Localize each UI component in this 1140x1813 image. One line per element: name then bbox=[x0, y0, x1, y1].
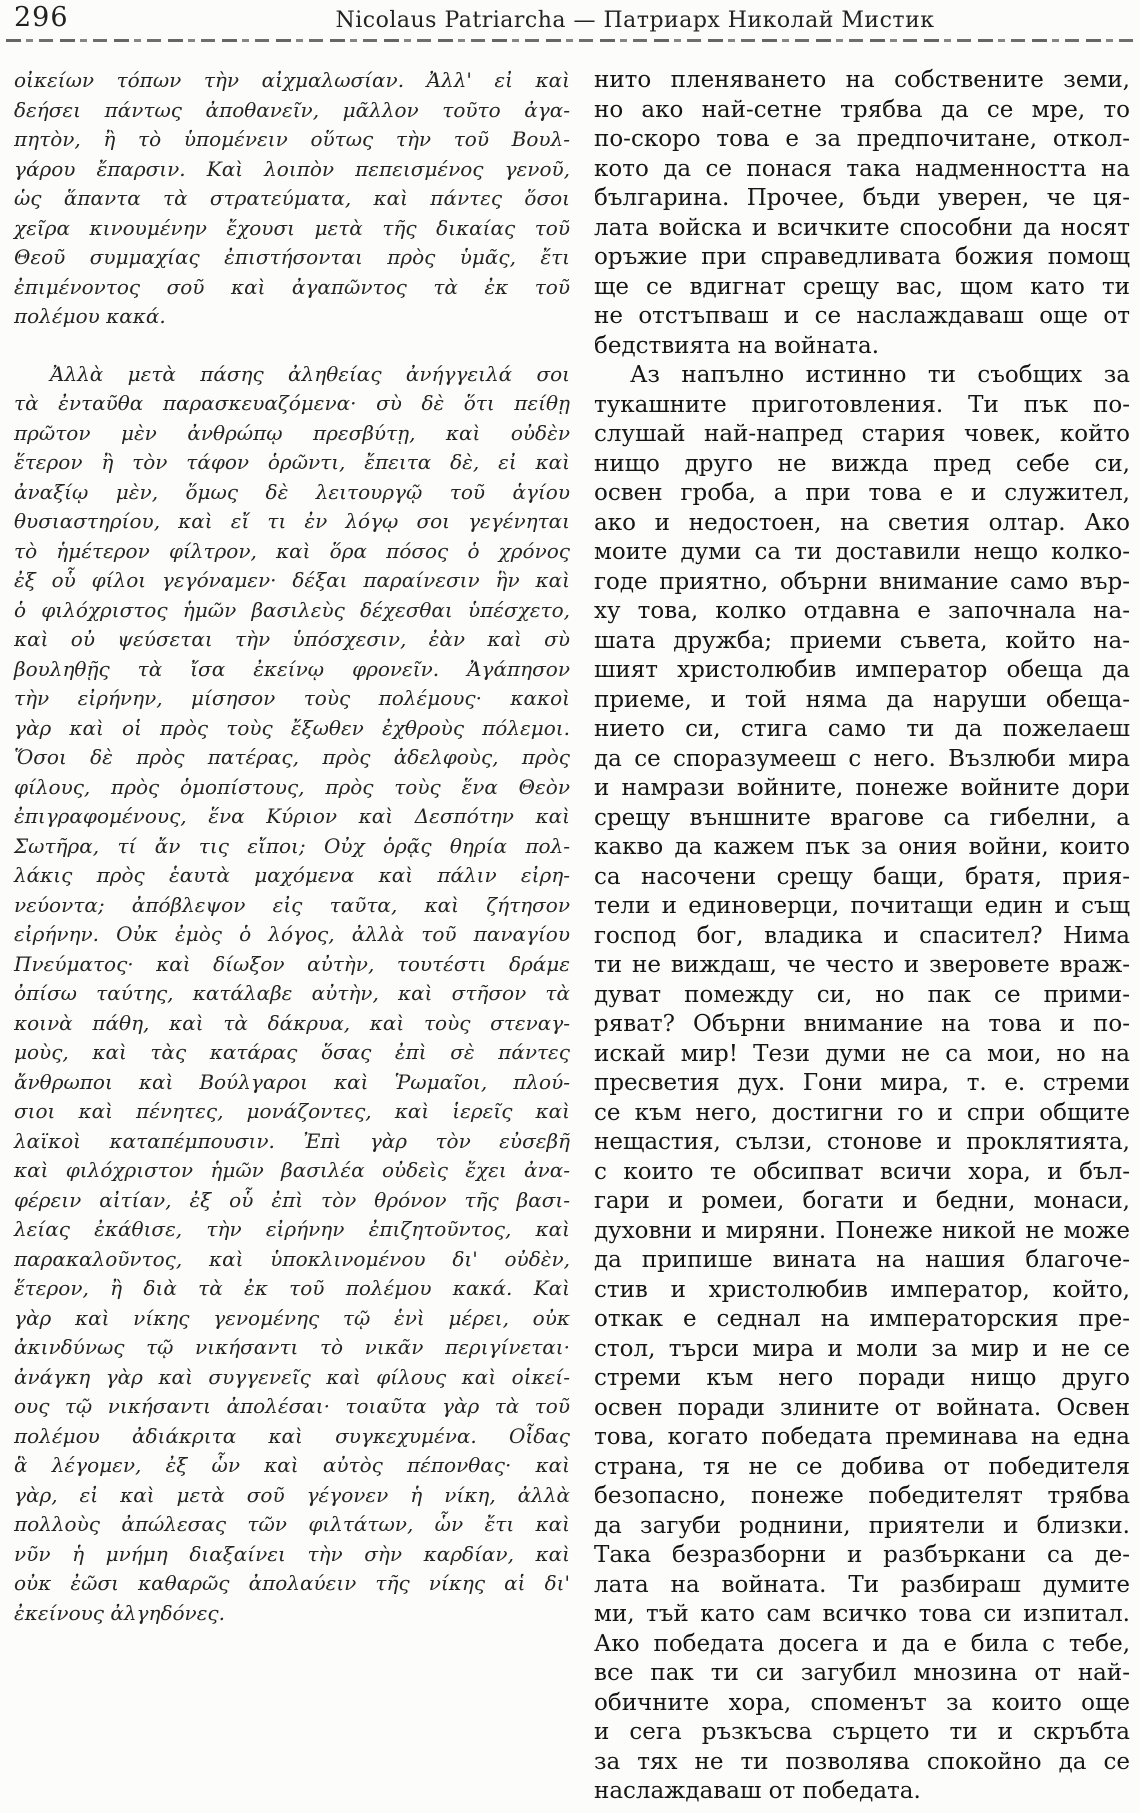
text-line: νῦν ἡ μνήμη διαξαίνει τὴν σὴν καρδίαν, καὶ bbox=[14, 1541, 570, 1566]
text-line: εἰρήνην. Οὐκ ἐμὸς ὁ λόγος, ἀλλὰ τοῦ παναγίου bbox=[14, 922, 570, 946]
text-line: ще се вдигнат срещу вас, щом като ти bbox=[594, 273, 1130, 300]
text-line: нищо друго не вижда пред себе си, bbox=[594, 450, 1130, 477]
text-line: дуват помежду си, но пак се прими- bbox=[594, 981, 1130, 1008]
text-line: πολέμου ἀδιάκριτα καὶ συγκεχυμένα. Οἶδας bbox=[14, 1423, 570, 1448]
text-line: страна, тя не се добива от победителя bbox=[594, 1453, 1130, 1480]
paragraph bbox=[14, 360, 570, 1629]
text-line: гари и ромеи, богати и бедни, монаси, bbox=[594, 1188, 1130, 1214]
text-line: ху това, колко отдавна е започнала на- bbox=[594, 598, 1130, 624]
text-line: χεῖρα κινουμένην ἔχουσι μετὰ τῆς δικαίας τοῦ bbox=[14, 215, 570, 240]
text-line: да загуби роднини, приятели и близки. bbox=[594, 1512, 1130, 1539]
text-line: българина. Прочее, бъди уверен, че ця- bbox=[594, 185, 1130, 211]
text-line: ἐπιμένοντος σοῦ καὶ ἀγαπῶντος τὰ ἐκ τοῦ bbox=[14, 274, 570, 299]
text-line: лата на войната. Ти разбираш думите bbox=[594, 1571, 1130, 1598]
text-line: πητὸν, ἢ τὸ ὑπομένειν οὕτως τὴν τοῦ Βουλ- bbox=[14, 127, 570, 151]
text-line: безопасно, понеже победителят трябва bbox=[594, 1483, 1130, 1509]
page-number: 296 bbox=[14, 2, 69, 33]
header-rule-divider bbox=[6, 39, 1134, 42]
text-line: по-скоро това е за предпочитане, откол- bbox=[594, 126, 1130, 152]
text-line: ὀπίσω ταύτης, κατάλαβε αὐτὴν, καὶ στῆσον τὰ bbox=[14, 981, 570, 1005]
text-line: πρῶτον μὲν ἀνθρώπῳ πρεσβύτῃ, καὶ οὐδὲν bbox=[14, 420, 570, 445]
text-line: ἕτερον ἢ τὸν τάφον ὁρῶντι, ἔπειτα δὲ, εἰ καὶ bbox=[14, 450, 570, 474]
bulgarian-column bbox=[594, 66, 1130, 1807]
text-line: σιοι καὶ πένητες, μονάζοντες, καὶ ἱερεῖς καὶ bbox=[14, 1099, 570, 1123]
text-line: ἐκείνους ἀλγηδόνες. bbox=[14, 1600, 225, 1625]
text-line: срещу външните врагове са гибелни, а bbox=[594, 804, 1130, 831]
text-line: да се споразумееш с него. Възлюби мира bbox=[594, 745, 1130, 772]
text-line: φέρειν αἰτίαν, ἐξ οὗ ἐπὶ τὸν θρόνον τῆς βασι- bbox=[14, 1187, 570, 1212]
text-line: πολλοὺς ἀπώλεσας τῶν φιλτάτων, ὧν ἔτι καὶ bbox=[14, 1512, 570, 1536]
text-line: Ὅσοι δὲ πρὸς πατέρας, πρὸς ἀδελφοὺς, πρὸς bbox=[14, 745, 570, 769]
text-line: φίλους, πρὸς ὁμοπίστους, πρὸς τοὺς ἕνα Θεὸν bbox=[14, 774, 570, 799]
two-column-text bbox=[14, 66, 1130, 1807]
text-line: ряват? Обърни внимание на това и по- bbox=[594, 1011, 1130, 1037]
text-line: искай мир! Тези думи не са мои, но на bbox=[594, 1040, 1130, 1067]
text-line: са насочени срещу бащи, братя, прия- bbox=[594, 863, 1130, 890]
text-line: γὰρ, εἰ καὶ μετὰ σοῦ γέγονεν ἡ νίκη, ἀλλὰ bbox=[14, 1482, 570, 1507]
header-title: Nicolaus Patriarcha — Патриарх Николай Мистик bbox=[335, 8, 935, 33]
text-line: ἀνάγκη γὰρ καὶ συγγενεῖς καὶ φίλους καὶ οἰκεί- bbox=[14, 1364, 570, 1389]
text-line: бедствията на войната. bbox=[594, 332, 880, 359]
text-line: тукашните приготовления. Ти пък по- bbox=[594, 391, 1130, 418]
text-line: приеме, и той няма да наруши обеща- bbox=[594, 686, 1130, 713]
text-line: Ако победата досега и да е била с тебе, bbox=[594, 1630, 1130, 1657]
text-line: κοινὰ πάθη, καὶ τὰ δάκρυα, καὶ τοὺς στεναγ- bbox=[14, 1010, 570, 1035]
text-line: се към него, достигни го и спри общите bbox=[594, 1099, 1130, 1126]
text-line: βουληθῇς τὰ ἴσα ἐκείνῳ φρονεῖν. Ἀγάπησον bbox=[14, 656, 570, 681]
text-line: μοὺς, καὶ τὰς κατάρας ὅσας ἐπὶ σὲ πάντες bbox=[14, 1040, 570, 1064]
text-line: все пак ти си загубил мнозина от най- bbox=[594, 1660, 1130, 1686]
text-line: ὡς ἅπαντα τὰ στρατεύματα, καὶ πάντες ὅσοι bbox=[14, 186, 570, 210]
text-line: ако и недостоен, на светия олтар. Ако bbox=[594, 509, 1130, 536]
text-line: стреми към него поради нищо друго bbox=[594, 1365, 1130, 1391]
text-line: Така безразборни и разбъркани са де- bbox=[594, 1542, 1130, 1568]
text-line: Ἀλλὰ μετὰ πάσης ἀληθείας ἀνήγγειλά σοι bbox=[50, 361, 570, 386]
text-line: γὰρ καὶ οἱ πρὸς τοὺς ἔξωθεν ἐχθροὺς πόλεμοι. bbox=[14, 715, 570, 740]
text-line: шата дружба; приеми съвета, който на- bbox=[594, 627, 1130, 654]
text-line: Πνεύματος· καὶ δίωξον αὐτὴν, τουτέστι δράμε bbox=[14, 951, 570, 976]
text-line: освен гроба, а при това е и служител, bbox=[594, 480, 1130, 506]
text-line: πολέμου κακά. bbox=[14, 304, 166, 328]
text-line: и намрази войните, понеже войните дори bbox=[594, 775, 1130, 801]
text-line: τὸ ἡμέτερον φίλτρον, καὶ ὅρα πόσος ὁ χρόνος bbox=[14, 538, 570, 563]
paragraph bbox=[14, 66, 570, 332]
text-line: οὐκ ἐῶσι καθαρῶς ἀπολαύειν τῆς νίκης αἱ δι' bbox=[14, 1571, 570, 1595]
text-line: δεήσει πάντως ἀποθανεῖν, μᾶλλον τοῦτο ἀγα- bbox=[14, 97, 570, 122]
text-line: Θεοῦ συμμαχίας ἐπιστήσονται πρὸς ὑμᾶς, ἔτι bbox=[14, 245, 570, 269]
text-line: оръжие при справедливата божия помощ bbox=[594, 244, 1130, 270]
text-line: откак е седнал на императорския пре- bbox=[594, 1306, 1130, 1332]
text-line: ἃ λέγομεν, ἐξ ὧν καὶ αὐτὸς πέπονθας· καὶ bbox=[14, 1453, 570, 1477]
text-line: обичните хора, споменът за които още bbox=[594, 1689, 1130, 1716]
paragraph bbox=[594, 66, 1130, 361]
text-line: с които те обсипват всичи хора, и бъл- bbox=[594, 1158, 1130, 1185]
text-line: не отстъпваш и се наслаждаваш още от bbox=[594, 303, 1130, 329]
text-line: какво да кажем пък за ония войни, които bbox=[594, 834, 1130, 860]
text-line: ἐξ οὗ φίλοι γεγόναμεν· δέξαι παραίνεσιν ἣν καὶ bbox=[14, 568, 570, 592]
text-line: духовни и миряни. Понеже никой не може bbox=[594, 1217, 1130, 1244]
text-line: освен поради злините от войната. Освен bbox=[594, 1394, 1130, 1421]
text-line: Аз напълно истинно ти съобщих за bbox=[630, 362, 1130, 388]
text-line: това, когато победата преминава на една bbox=[594, 1424, 1130, 1450]
text-line: господ бог, владика и спасител? Нима bbox=[594, 922, 1130, 949]
text-line: ἀναξίῳ μὲν, ὅμως δὲ λειτουργῷ τοῦ ἁγίου bbox=[14, 479, 570, 504]
text-line: но ако най-сетне трябва да се мре, то bbox=[594, 96, 1130, 123]
text-line: шият христолюбив император обеща да bbox=[594, 657, 1130, 683]
text-line: кото да се понася така надменността на bbox=[594, 155, 1130, 182]
text-line: γάρου ἔπαρσιν. Καὶ λοιπὸν πεπεισμένος γενοῦ, bbox=[14, 156, 570, 181]
text-line: нито пленяването на собствените земи, bbox=[594, 67, 1130, 93]
text-line: ми, тъй като сам всичко това си изпитал. bbox=[594, 1601, 1130, 1627]
text-line: ὁ φιλόχριστος ἡμῶν βασιλεὺς δέχεσθαι ὑπέσχετο, bbox=[14, 597, 570, 622]
text-line: λάκις πρὸς ἑαυτὰ μαχόμενα καὶ πάλιν εἰρη- bbox=[14, 863, 570, 887]
text-line: ἕτερον, ἢ διὰ τὰ ἐκ τοῦ πολέμου κακά. Καὶ bbox=[14, 1276, 570, 1300]
text-line: νεύοντα; ἀπόβλεψον εἰς ταῦτα, καὶ ζήτησον bbox=[14, 892, 570, 917]
text-line: θυσιαστηρίου, καὶ εἴ τι ἐν λόγῳ σοι γεγένηται bbox=[14, 509, 570, 533]
text-line: слушай най-напред стария човек, който bbox=[594, 421, 1130, 447]
text-line: пресветия дух. Гони мира, т. е. стреми bbox=[594, 1070, 1130, 1096]
paragraph bbox=[594, 361, 1130, 1807]
text-line: лата войска и всичките способни да носят bbox=[594, 214, 1130, 241]
text-line: моите думи са ти доставили нещо колко- bbox=[594, 539, 1130, 565]
text-line: годе приятно, обърни внимание само вър- bbox=[594, 568, 1130, 595]
text-line: и сега ръзкъсва сърцето ти и скръбта bbox=[594, 1719, 1130, 1745]
text-line: ἀκινδύνως τῷ νικήσαντι τὸ νικᾶν περιγίνεται· bbox=[14, 1335, 570, 1359]
text-line: παρακαλοῦντος, καὶ ὑποκλινομένου δι' οὐδὲν, bbox=[14, 1246, 570, 1271]
text-line: ἄνθρωποι καὶ Βούλγαροι καὶ Ῥωμαῖοι, πλού- bbox=[14, 1069, 570, 1094]
greek-column bbox=[14, 66, 570, 1807]
text-line: наслаждаваш от победата. bbox=[594, 1778, 921, 1804]
text-line: стол, търси мира и моли за мир и не се bbox=[594, 1335, 1130, 1362]
text-line: καὶ φιλόχριστον ἡμῶν βασιλέα οὐδεὶς ἔχει ἀνα- bbox=[14, 1158, 570, 1182]
text-line: за тях не ти позволява спокойно да се bbox=[594, 1748, 1130, 1775]
text-line: ους τῷ νικήσαντι ἀπολέσαι· τοιαῦτα γὰρ τὰ τοῦ bbox=[14, 1394, 570, 1418]
text-line: нието си, стига само ти да пожелаеш bbox=[594, 716, 1130, 742]
text-line: τὴν εἰρήνην, μίσησον τοὺς πολέμους· κακοὶ bbox=[14, 686, 570, 710]
text-line: καὶ οὐ ψεύσεται τὴν ὑπόσχεσιν, ἐὰν καὶ σὺ bbox=[14, 627, 570, 651]
text-line: Σωτῆρα, τί ἄν τις εἴποι; Οὐχ ὁρᾷς θηρία πολ- bbox=[14, 833, 570, 858]
text-line: τὰ ἐνταῦθα παρασκευαζόμενα· σὺ δὲ ὅτι πείθῃ bbox=[14, 391, 570, 415]
text-line: ἐπιγραφομένους, ἕνα Κύριον καὶ Δεσπότην καὶ bbox=[14, 804, 570, 828]
text-line: стив и христолюбив император, който, bbox=[594, 1276, 1130, 1303]
text-line: οἰκείων τόπων τὴν αἰχμαλωσίαν. Ἀλλ' εἰ καὶ bbox=[14, 68, 570, 92]
text-line: λείας ἐκάθισε, τὴν εἰρήνην ἐπιζητοῦντος, καὶ bbox=[14, 1217, 570, 1241]
text-line: да припише вината на нашия благоче- bbox=[594, 1247, 1130, 1273]
text-line: ти не виждаш, че често и зверовете враж- bbox=[594, 952, 1130, 978]
text-line: γὰρ καὶ νίκης γενομένης τῷ ἑνὶ μέρει, οὐκ bbox=[14, 1305, 570, 1330]
text-line: λαϊκοὶ καταπέμπουσιν. Ἐπὶ γὰρ τὸν εὐσεβῆ bbox=[14, 1128, 570, 1153]
text-line: тели и единоверци, почитащи един и същ bbox=[594, 893, 1130, 919]
text-line: нещастия, сълзи, стонове и проклятията, bbox=[594, 1129, 1130, 1155]
